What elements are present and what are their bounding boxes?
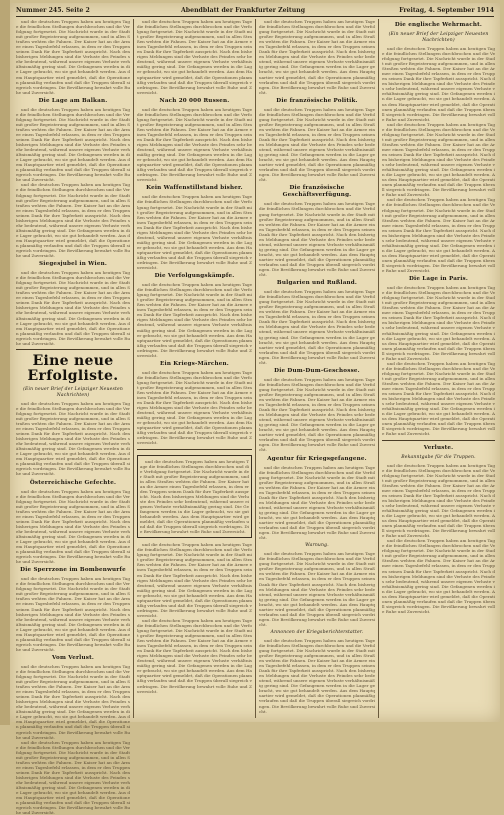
article-text: und die deutschen Truppen haben am heutigen Tage die feindlichen Stellungen durchbrochen und die Verfolgung fortgesetzt. Die Nachricht wurde in der Stadt mit großer Begeisterung aufgenommen, und in allen Straßen wehten die Fahnen. Der Kaiser hat an die Armee einen Tagesbefehl erlassen, in dem er den Truppen seinen Dank für ihre Tapferkeit ausspricht. Nach den bisherigen Meldungen sind die Verluste des Feindes sehr bedeutend, während unsere eigenen Verluste verhältnismäßig gering sind. Die Gefangenen werden in die Lager gebracht, wo sie gut behandelt werden. Aus dem Hauptquartier wird gemeldet, daß die Operationen planmäßig verlaufen und daß die Truppen überall siegreich vordringen. Die Bevölkerung bewahrt volle Ruhe und Zuversicht.	[16, 488, 130, 565]
column-3	[259, 19, 375, 718]
section-subheading: Warnung.	[305, 543, 329, 549]
divider	[16, 349, 130, 350]
article-text: und die deutschen Truppen haben am heutigen Tage die feindlichen Stellungen durchbrochen und die Verfolgung fortgesetzt. Die Nachricht wurde in der Stadt mit großer Begeisterung aufgenommen, und in allen Straßen wehten die Fahnen. Der Kaiser hat an die Armee einen Tagesbefehl erlassen, in dem er den Truppen seinen Dank für ihre Tapferkeit ausspricht. Nach den bisherigen Meldungen sind die Verluste des Feindes sehr bedeutend, während unsere eigenen Verluste verhältnismäßig gering sind. Die Gefangenen werden in die Lager gebracht, wo sie gut behandelt werden. Aus dem Hauptquartier wird gemeldet, daß die Operationen planmäßig verlaufen und daß die Truppen überall siegreich vordringen. Die Bevölkerung bewahrt volle Ruhe und Zuversicht.	[259, 551, 375, 627]
column-2	[137, 19, 252, 718]
article-text: und die deutschen Truppen haben am heutigen Tage die feindlichen Stellungen durchbrochen und die Verfolgung fortgesetzt. Die Nachricht wurde in der Stadt mit großer Begeisterung aufgenommen, und in allen Straßen wehten die Fahnen. Der Kaiser hat an die Armee einen Tagesbefehl erlassen, in dem er den Truppen seinen Dank für ihre Tapferkeit ausspricht. Nach den bisherigen Meldungen sind die Verluste des Feindes sehr bedeutend, während unsere eigenen Verluste verhältnismäßig gering sind. Die Gefangenen werden in die Lager gebracht, wo sie gut behandelt werden. Aus dem Hauptquartier wird gemeldet, daß die Operationen planmäßig verlaufen und daß die Truppen überall siegreich vordringen. Die Bevölkerung bewahrt volle Ruhe und Zuversicht.	[137, 369, 252, 446]
newspaper-page	[10, 3, 500, 815]
article-text: und die deutschen Truppen haben am heutigen Tage die feindlichen Stellungen durchbrochen und die Verfolgung fortgesetzt. Die Nachricht wurde in der Stadt mit großer Begeisterung aufgenommen, und in allen Straßen wehten die Fahnen. Der Kaiser hat an die Armee einen Tagesbefehl erlassen, in dem er den Truppen seinen Dank für ihre Tapferkeit ausspricht. Nach den bisherigen Meldungen sind die Verluste des Feindes sehr bedeutend, während unsere eigenen Verluste verhältnismäßig gering sind. Die Gefangenen werden in die Lager gebracht, wo sie gut behandelt werden. Aus dem Hauptquartier wird gemeldet, daß die Operationen planmäßig verlaufen und daß die Truppen überall siegreich vordringen. Die Bevölkerung bewahrt volle Ruhe und Zuversicht.	[382, 462, 495, 539]
article-text: und die deutschen Truppen haben am heutigen Tage die feindlichen Stellungen durchbrochen und die Verfolgung fortgesetzt. Die Nachricht wurde in der Stadt mit großer Begeisterung aufgenommen, und in allen Straßen wehten die Fahnen. Der Kaiser hat an die Armee einen Tagesbefehl erlassen, in dem er den Truppen seinen Dank für ihre Tapferkeit ausspricht. Nach den bisherigen Meldungen sind die Verluste des Feindes sehr bedeutend, während unsere eigenen Verluste verhältnismäßig gering sind. Die Gefangenen werden in die Lager gebracht, wo sie gut behandelt werden. Aus dem Hauptquartier wird gemeldet, daß die Operationen planmäßig verlaufen und daß die Truppen überall siegreich vordringen. Die Bevölkerung bewahrt volle Ruhe und Zuversicht.	[16, 106, 130, 183]
column-rule	[133, 19, 134, 718]
column-1	[16, 19, 130, 815]
article-text: und die deutschen Truppen haben am heutigen Tage die feindlichen Stellungen durchbrochen und die Verfolgung fortgesetzt. Die Nachricht wurde in der Stadt mit großer Begeisterung aufgenommen, und in allen Straßen wehten die Fahnen. Der Kaiser hat an die Armee einen Tagesbefehl erlassen, in dem er den Truppen seinen Dank für ihre Tapferkeit ausspricht. Nach den bisherigen Meldungen sind die Verluste des Feindes sehr bedeutend, während unsere eigenen Verluste verhältnismäßig gering sind. Die Gefangenen werden in die Lager gebracht, wo sie gut behandelt werden. Aus dem Hauptquartier wird gemeldet, daß die Operationen planmäßig verlaufen und daß die Truppen überall siegreich vordringen. Die Bevölkerung bewahrt volle Ruhe und Zuversicht.	[16, 576, 130, 652]
article-text: und die deutschen Truppen haben am heutigen Tage die feindlichen Stellungen durchbrochen und die Verfolgung fortgesetzt. Die Nachricht wurde in der Stadt mit großer Begeisterung aufgenommen, und in allen Straßen wehten die Fahnen. Der Kaiser hat an die Armee einen Tagesbefehl erlassen, in dem er den Truppen seinen Dank für ihre Tapferkeit ausspricht. Nach den bisherigen Meldungen sind die Verluste des Feindes sehr bedeutend, während unsere eigenen Verluste verhältnismäßig gering sind. Die Gefangenen werden in die Lager gebracht, wo sie gut behandelt werden. Aus dem Hauptquartier wird gemeldet, daß die Operationen planmäßig verlaufen und daß die Truppen überall siegreich vordringen. Die Bevölkerung bewahrt volle Ruhe und Zuversicht.	[16, 400, 130, 477]
headline: Eine neue Erfolgliste.	[27, 352, 119, 384]
header-right: Freitag, 4. September 1914	[399, 7, 494, 14]
article-text: und die deutschen Truppen haben am heutigen Tage die feindlichen Stellungen durchbrochen und die Verfolgung fortgesetzt. Die Nachricht wurde in der Stadt mit großer Begeisterung aufgenommen, und in allen Straßen wehten die Fahnen. Der Kaiser hat an die Armee einen Tagesbefehl erlassen, in dem er den Truppen seinen Dank für ihre Tapferkeit ausspricht. Nach den bisherigen Meldungen sind die Verluste des Feindes sehr bedeutend, während unsere eigenen Verluste verhältnismäßig gering sind. Die Gefangenen werden in die Lager gebracht, wo sie gut behandelt werden. Aus dem Hauptquartier wird gemeldet, daß die Operationen planmäßig verlaufen und daß die Truppen überall siegreich vordringen. Die Bevölkerung bewahrt volle Ruhe und Zuversicht.	[259, 637, 375, 714]
section-heading: Bulgarien und Rußland.	[276, 280, 358, 287]
section-heading: Die Verfolgungskämpfe.	[154, 273, 235, 280]
column-4	[382, 19, 495, 718]
section-heading: Die Sperrzone im Bombenwurfe	[20, 567, 126, 574]
article-text: und die deutschen Truppen haben am heutigen Tage die feindlichen Stellungen durchbrochen und die Verfolgung fortgesetzt. Die Nachricht wurde in der Stadt mit großer Begeisterung aufgenommen, und in allen Straßen wehten die Fahnen. Der Kaiser hat an die Armee einen Tagesbefehl erlassen, in dem er den Truppen seinen Dank für ihre Tapferkeit ausspricht. Nach den bisherigen Meldungen sind die Verluste des Feindes sehr bedeutend, während unsere eigenen Verluste verhältnismäßig gering sind. Die Gefangenen werden in die Lager gebracht, wo sie gut behandelt werden. Aus dem Hauptquartier wird gemeldet, daß die Operationen planmäßig verlaufen und daß die Truppen überall siegreich vordringen. Die Bevölkerung bewahrt volle Ruhe und Zuversicht.	[382, 360, 495, 437]
section-heading: Die Lage in Paris.	[408, 276, 469, 283]
article-text: und die deutschen Truppen haben am heutigen Tage die feindlichen Stellungen durchbrochen und die Verfolgung fortgesetzt. Die Nachricht wurde in der Stadt mit großer Begeisterung aufgenommen, und in allen Straßen wehten die Fahnen. Der Kaiser hat an die Armee einen Tagesbefehl erlassen, in dem er den Truppen seinen Dank für ihre Tapferkeit ausspricht. Nach den bisherigen Meldungen sind die Verluste des Feindes sehr bedeutend, während unsere eigenen Verluste verhältnismäßig gering sind. Die Gefangenen werden in die Lager gebracht, wo sie gut behandelt werden. Aus dem Hauptquartier wird gemeldet, daß die Operationen planmäßig verlaufen und daß die Truppen überall siegreich vordringen. Die Bevölkerung bewahrt volle Ruhe und Zuversicht.	[259, 201, 375, 278]
section-heading: Agentur für Kriegsgefangene.	[267, 455, 367, 462]
article-text: und die deutschen Truppen haben am heutigen Tage die feindlichen Stellungen durchbrochen und die Verfolgung fortgesetzt. Die Nachricht wurde in der Stadt mit großer Begeisterung aufgenommen, und in allen Straßen wehten die Fahnen. Der Kaiser hat an die Armee einen Tagesbefehl erlassen, in dem er den Truppen seinen Dank für ihre Tapferkeit ausspricht. Nach den bisherigen Meldungen sind die Verluste des Feindes sehr bedeutend, während unsere eigenen Verluste verhältnismäßig gering sind. Die Gefangenen werden in die Lager gebracht, wo sie gut behandelt werden. Aus dem Hauptquartier wird gemeldet, daß die Operationen planmäßig verlaufen und daß die Truppen überall siegreich vordringen. Die Bevölkerung bewahrt volle Ruhe und Zuversicht.	[382, 285, 495, 361]
header-left: Nummer 245. Seite 2	[16, 7, 90, 14]
section-heading: Die französische Geschäftsverfügung.	[282, 185, 352, 199]
article-text: und die deutschen Truppen haben am heutigen Tage die feindlichen Stellungen durchbrochen und die Verfolgung fortgesetzt. Die Nachricht wurde in der Stadt mit großer Begeisterung aufgenommen, und in allen Straßen wehten die Fahnen. Der Kaiser hat an die Armee einen Tagesbefehl erlassen, in dem er den Truppen seinen Dank für ihre Tapferkeit ausspricht. Nach den bisherigen Meldungen sind die Verluste des Feindes sehr bedeutend, während unsere eigenen Verluste verhältnismäßig gering sind. Die Gefangenen werden in die Lager gebracht, wo sie gut behandelt werden. Aus dem Hauptquartier wird gemeldet, daß die Operationen planmäßig verlaufen und daß die Truppen überall siegreich vordringen. Die Bevölkerung bewahrt volle Ruhe und Zuversicht.	[382, 121, 495, 198]
headline-subtitle: (Ein neuer Brief der Leipziger Neuesten Nachrichten)	[23, 386, 123, 398]
article-text: und die deutschen Truppen haben am heutigen Tage die feindlichen Stellungen durchbrochen und die Verfolgung fortgesetzt. Die Nachricht wurde in der Stadt mit großer Begeisterung aufgenommen, und in allen Straßen wehten die Fahnen. Der Kaiser hat an die Armee einen Tagesbefehl erlassen, in dem er den Truppen seinen Dank für ihre Tapferkeit ausspricht. Nach den bisherigen Meldungen sind die Verluste des Feindes sehr bedeutend, während unsere eigenen Verluste verhältnismäßig gering sind. Die Gefangenen werden in die Lager gebracht, wo sie gut behandelt werden. Aus dem Hauptquartier wird gemeldet, daß die Operationen planmäßig verlaufen und daß die Truppen überall siegreich vordringen. Die Bevölkerung bewahrt volle Ruhe und Zuversicht.	[137, 106, 252, 183]
article-text: und die deutschen Truppen haben am heutigen Tage die feindlichen Stellungen durchbrochen und die Verfolgung fortgesetzt. Die Nachricht wurde in der Stadt mit großer Begeisterung aufgenommen, und in allen Straßen wehten die Fahnen. Der Kaiser hat an die Armee einen Tagesbefehl erlassen, in dem er den Truppen seinen Dank für ihre Tapferkeit ausspricht. Nach den bisherigen Meldungen sind die Verluste des Feindes sehr bedeutend, während unsere eigenen Verluste verhältnismäßig gering sind. Die Gefangenen werden in die Lager gebracht, wo sie gut behandelt werden. Aus dem Hauptquartier wird gemeldet, daß die Operationen planmäßig verlaufen und daß die Truppen überall siegreich vordringen. Die Bevölkerung bewahrt volle Ruhe und Zuversicht.	[259, 464, 375, 541]
section-heading: Kein Waffenstillstand bisher.	[146, 185, 243, 192]
section-heading: Die Dum-Dum-Geschosse.	[274, 367, 360, 374]
article-text: und die deutschen Truppen haben am heutigen Tage die feindlichen Stellungen durchbrochen und die Verfolgung fortgesetzt. Die Nachricht wurde in der Stadt mit großer Begeisterung aufgenommen, und in allen Straßen wehten die Fahnen. Der Kaiser hat an die Armee einen Tagesbefehl erlassen, in dem er den Truppen seinen Dank für ihre Tapferkeit ausspricht. Nach den bisherigen Meldungen sind die Verluste des Feindes sehr bedeutend, während unsere eigenen Verluste verhältnismäßig gering sind. Die Gefangenen werden in die Lager gebracht, wo sie gut behandelt werden. Aus dem Hauptquartier wird gemeldet, daß die Operationen planmäßig verlaufen und daß die Truppen überall siegreich vordringen. Die Bevölkerung bewahrt volle Ruhe und Zuversicht.	[259, 376, 375, 453]
column-rule	[255, 19, 256, 718]
section-heading: Die Lage am Balkan.	[38, 97, 108, 104]
article-text: und die deutschen Truppen haben am heutigen Tage die feindlichen Stellungen durchbrochen und die Verfolgung fortgesetzt. Die Nachricht wurde in der Stadt mit großer Begeisterung aufgenommen, und in allen Straßen wehten die Fahnen. Der Kaiser hat an die Armee einen Tagesbefehl erlassen, in dem er den Truppen seinen Dank für ihre Tapferkeit ausspricht. Nach den bisherigen Meldungen sind die Verluste des Feindes sehr bedeutend, während unsere eigenen Verluste verhältnismäßig gering sind. Die Gefangenen werden in die Lager gebracht, wo sie gut behandelt werden. Aus dem Hauptquartier wird gemeldet, daß die Operationen planmäßig verlaufen und daß die Truppen überall siegreich vordringen. Die Bevölkerung bewahrt volle Ruhe und Zuversicht.	[259, 19, 375, 95]
section-heading: Vom Verlust.	[51, 654, 95, 661]
article-text: und die deutschen Truppen haben am heutigen Tage die feindlichen Stellungen durchbrochen und die Verfolgung fortgesetzt. Die Nachricht wurde in der Stadt mit großer Begeisterung aufgenommen, und in allen Straßen wehten die Fahnen. Der Kaiser hat an die Armee einen Tagesbefehl erlassen, in dem er den Truppen seinen Dank für ihre Tapferkeit ausspricht. Nach den bisherigen Meldungen sind die Verluste des Feindes sehr bedeutend, während unsere eigenen Verluste verhältnismäßig gering sind. Die Gefangenen werden in die Lager gebracht, wo sie gut behandelt werden. Aus dem Hauptquartier wird gemeldet, daß die Operationen planmäßig verlaufen und daß die Truppen überall siegreich vordringen. Die Bevölkerung bewahrt volle Ruhe und Zuversicht.	[137, 194, 252, 271]
article-text: und die deutschen Truppen haben am heutigen Tage die feindlichen Stellungen durchbrochen und die Verfolgung fortgesetzt. Die Nachricht wurde in der Stadt mit großer Begeisterung aufgenommen, und in allen Straßen wehten die Fahnen. Der Kaiser hat an die Armee einen Tagesbefehl erlassen, in dem er den Truppen seinen Dank für ihre Tapferkeit ausspricht. Nach den bisherigen Meldungen sind die Verluste des Feindes sehr bedeutend, während unsere eigenen Verluste verhältnismäßig gering sind. Die Gefangenen werden in die Lager gebracht, wo sie gut behandelt werden. Aus dem Hauptquartier wird gemeldet, daß die Operationen planmäßig verlaufen und daß die Truppen überall siegreich vordringen. Die Bevölkerung bewahrt volle Ruhe und Zuversicht.	[16, 270, 130, 346]
article-text: und die deutschen Truppen haben am heutigen Tage die feindlichen Stellungen durchbrochen und die Verfolgung fortgesetzt. Die Nachricht wurde in der Stadt mit großer Begeisterung aufgenommen, und in allen Straßen wehten die Fahnen. Der Kaiser hat an die Armee einen Tagesbefehl erlassen, in dem er den Truppen seinen Dank für ihre Tapferkeit ausspricht. Nach den bisherigen Meldungen sind die Verluste des Feindes sehr bedeutend, während unsere eigenen Verluste verhältnismäßig gering sind. Die Gefangenen werden in die Lager gebracht, wo sie gut behandelt werden. Aus dem Hauptquartier wird gemeldet, daß die Operationen planmäßig verlaufen und daß die Truppen überall siegreich vordringen. Die Bevölkerung bewahrt volle Ruhe und Zuversicht.	[140, 458, 249, 535]
section-heading: Die französische Politik.	[276, 97, 358, 104]
section-heading: Siegesjubel in Wien.	[39, 261, 107, 268]
article-text: und die deutschen Truppen haben am heutigen Tage die feindlichen Stellungen durchbrochen und die Verfolgung fortgesetzt. Die Nachricht wurde in der Stadt mit großer Begeisterung aufgenommen, und in allen Straßen wehten die Fahnen. Der Kaiser hat an die Armee einen Tagesbefehl erlassen, in dem er den Truppen seinen Dank für ihre Tapferkeit ausspricht. Nach den bisherigen Meldungen sind die Verluste des Feindes sehr bedeutend, während unsere eigenen Verluste verhältnismäßig gering sind. Die Gefangenen werden in die Lager gebracht, wo sie gut behandelt werden. Aus dem Hauptquartier wird gemeldet, daß die Operationen planmäßig verlaufen und daß die Truppen überall siegreich vordringen. Die Bevölkerung bewahrt volle Ruhe und Zuversicht.	[137, 19, 252, 95]
section-heading: Ein Kriegs-Märchen.	[160, 360, 229, 367]
divider	[382, 440, 495, 442]
section-subheading: Annoncen der Kriegsberichterstatter.	[270, 629, 364, 635]
column-rule	[378, 19, 379, 718]
section-subheading: Bekanntgabe für die Truppen.	[401, 454, 476, 460]
article-text: und die deutschen Truppen haben am heutigen Tage die feindlichen Stellungen durchbrochen und die Verfolgung fortgesetzt. Die Nachricht wurde in der Stadt mit großer Begeisterung aufgenommen, und in allen Straßen wehten die Fahnen. Der Kaiser hat an die Armee einen Tagesbefehl erlassen, in dem er den Truppen seinen Dank für ihre Tapferkeit ausspricht. Nach den bisherigen Meldungen sind die Verluste des Feindes sehr bedeutend, während unsere eigenen Verluste verhältnismäßig gering sind. Die Gefangenen werden in die Lager gebracht, wo sie gut behandelt werden. Aus dem Hauptquartier wird gemeldet, daß die Operationen planmäßig verlaufen und daß die Truppen überall siegreich vordringen. Die Bevölkerung bewahrt volle Ruhe und Zuversicht.	[16, 19, 130, 95]
article-text: und die deutschen Truppen haben am heutigen Tage die feindlichen Stellungen durchbrochen und die Verfolgung fortgesetzt. Die Nachricht wurde in der Stadt mit großer Begeisterung aufgenommen, und in allen Straßen wehten die Fahnen. Der Kaiser hat an die Armee einen Tagesbefehl erlassen, in dem er den Truppen seinen Dank für ihre Tapferkeit ausspricht. Nach den bisherigen Meldungen sind die Verluste des Feindes sehr bedeutend, während unsere eigenen Verluste verhältnismäßig gering sind. Die Gefangenen werden in die Lager gebracht, wo sie gut behandelt werden. Aus dem Hauptquartier wird gemeldet, daß die Operationen planmäßig verlaufen und daß die Truppen überall siegreich vordringen. Die Bevölkerung bewahrt volle Ruhe und Zuversicht.	[137, 542, 252, 618]
boxed-notice	[137, 455, 252, 539]
article-text: und die deutschen Truppen haben am heutigen Tage die feindlichen Stellungen durchbrochen und die Verfolgung fortgesetzt. Die Nachricht wurde in der Stadt mit großer Begeisterung aufgenommen, und in allen Straßen wehten die Fahnen. Der Kaiser hat an die Armee einen Tagesbefehl erlassen, in dem er den Truppen seinen Dank für ihre Tapferkeit ausspricht. Nach den bisherigen Meldungen sind die Verluste des Feindes sehr bedeutend, während unsere eigenen Verluste verhältnismäßig gering sind. Die Gefangenen werden in die Lager gebracht, wo sie gut behandelt werden. Aus dem Hauptquartier wird gemeldet, daß die Operationen planmäßig verlaufen und daß die Truppen überall siegreich vordringen. Die Bevölkerung bewahrt volle Ruhe und Zuversicht.	[137, 617, 252, 694]
article-text: und die deutschen Truppen haben am heutigen Tage die feindlichen Stellungen durchbrochen und die Verfolgung fortgesetzt. Die Nachricht wurde in der Stadt mit großer Begeisterung aufgenommen, und in allen Straßen wehten die Fahnen. Der Kaiser hat an die Armee einen Tagesbefehl erlassen, in dem er den Truppen seinen Dank für ihre Tapferkeit ausspricht. Nach den bisherigen Meldungen sind die Verluste des Feindes sehr bedeutend, während unsere eigenen Verluste verhältnismäßig gering sind. Die Gefangenen werden in die Lager gebracht, wo sie gut behandelt werden. Aus dem Hauptquartier wird gemeldet, daß die Operationen planmäßig verlaufen und daß die Truppen überall siegreich vordringen. Die Bevölkerung bewahrt volle Ruhe und Zuversicht.	[16, 182, 130, 259]
header-center: Abendblatt der Frankfurter Zeitung	[181, 7, 306, 14]
section-heading: Verluste.	[423, 444, 454, 451]
article-text: und die deutschen Truppen haben am heutigen Tage die feindlichen Stellungen durchbrochen und die Verfolgung fortgesetzt. Die Nachricht wurde in der Stadt mit großer Begeisterung aufgenommen, und in allen Straßen wehten die Fahnen. Der Kaiser hat an die Armee einen Tagesbefehl erlassen, in dem er den Truppen seinen Dank für ihre Tapferkeit ausspricht. Nach den bisherigen Meldungen sind die Verluste des Feindes sehr bedeutend, während unsere eigenen Verluste verhältnismäßig gering sind. Die Gefangenen werden in die Lager gebracht, wo sie gut behandelt werden. Aus dem Hauptquartier wird gemeldet, daß die Operationen planmäßig verlaufen und daß die Truppen überall siegreich vordringen. Die Bevölkerung bewahrt volle Ruhe und Zuversicht.	[16, 739, 130, 815]
section-heading: Nach 20 000 Russen.	[159, 97, 230, 104]
article-text: und die deutschen Truppen haben am heutigen Tage die feindlichen Stellungen durchbrochen und die Verfolgung fortgesetzt. Die Nachricht wurde in der Stadt mit großer Begeisterung aufgenommen, und in allen Straßen wehten die Fahnen. Der Kaiser hat an die Armee einen Tagesbefehl erlassen, in dem er den Truppen seinen Dank für ihre Tapferkeit ausspricht. Nach den bisherigen Meldungen sind die Verluste des Feindes sehr bedeutend, während unsere eigenen Verluste verhältnismäßig gering sind. Die Gefangenen werden in die Lager gebracht, wo sie gut behandelt werden. Aus dem Hauptquartier wird gemeldet, daß die Operationen planmäßig verlaufen und daß die Truppen überall siegreich vordringen. Die Bevölkerung bewahrt volle Ruhe und Zuversicht.	[259, 106, 375, 183]
article-text: und die deutschen Truppen haben am heutigen Tage die feindlichen Stellungen durchbrochen und die Verfolgung fortgesetzt. Die Nachricht wurde in der Stadt mit großer Begeisterung aufgenommen, und in allen Straßen wehten die Fahnen. Der Kaiser hat an die Armee einen Tagesbefehl erlassen, in dem er den Truppen seinen Dank für ihre Tapferkeit ausspricht. Nach den bisherigen Meldungen sind die Verluste des Feindes sehr bedeutend, während unsere eigenen Verluste verhältnismäßig gering sind. Die Gefangenen werden in die Lager gebracht, wo sie gut behandelt werden. Aus dem Hauptquartier wird gemeldet, daß die Operationen planmäßig verlaufen und daß die Truppen überall siegreich vordringen. Die Bevölkerung bewahrt volle Ruhe und Zuversicht.	[16, 663, 130, 740]
section-heading: Die englische Wehrmacht.	[394, 22, 483, 28]
section-heading: Österreichische Gefechte.	[29, 479, 117, 486]
section-subheading: (Ein neuer Brief der Leipziger Neuesten Nachrichten)	[388, 32, 489, 43]
page-header	[16, 6, 494, 17]
divider	[137, 449, 252, 451]
article-text: und die deutschen Truppen haben am heutigen Tage die feindlichen Stellungen durchbrochen und die Verfolgung fortgesetzt. Die Nachricht wurde in der Stadt mit großer Begeisterung aufgenommen, und in allen Straßen wehten die Fahnen. Der Kaiser hat an die Armee einen Tagesbefehl erlassen, in dem er den Truppen seinen Dank für ihre Tapferkeit ausspricht. Nach den bisherigen Meldungen sind die Verluste des Feindes sehr bedeutend, während unsere eigenen Verluste verhältnismäßig gering sind. Die Gefangenen werden in die Lager gebracht, wo sie gut behandelt werden. Aus dem Hauptquartier wird gemeldet, daß die Operationen planmäßig verlaufen und daß die Truppen überall siegreich vordringen. Die Bevölkerung bewahrt volle Ruhe und Zuversicht.	[382, 538, 495, 614]
scan-edge	[0, 0, 10, 725]
article-text: und die deutschen Truppen haben am heutigen Tage die feindlichen Stellungen durchbrochen und die Verfolgung fortgesetzt. Die Nachricht wurde in der Stadt mit großer Begeisterung aufgenommen, und in allen Straßen wehten die Fahnen. Der Kaiser hat an die Armee einen Tagesbefehl erlassen, in dem er den Truppen seinen Dank für ihre Tapferkeit ausspricht. Nach den bisherigen Meldungen sind die Verluste des Feindes sehr bedeutend, während unsere eigenen Verluste verhältnismäßig gering sind. Die Gefangenen werden in die Lager gebracht, wo sie gut behandelt werden. Aus dem Hauptquartier wird gemeldet, daß die Operationen planmäßig verlaufen und daß die Truppen überall siegreich vordringen. Die Bevölkerung bewahrt volle Ruhe und Zuversicht.	[382, 46, 495, 122]
article-text: und die deutschen Truppen haben am heutigen Tage die feindlichen Stellungen durchbrochen und die Verfolgung fortgesetzt. Die Nachricht wurde in der Stadt mit großer Begeisterung aufgenommen, und in allen Straßen wehten die Fahnen. Der Kaiser hat an die Armee einen Tagesbefehl erlassen, in dem er den Truppen seinen Dank für ihre Tapferkeit ausspricht. Nach den bisherigen Meldungen sind die Verluste des Feindes sehr bedeutend, während unsere eigenen Verluste verhältnismäßig gering sind. Die Gefangenen werden in die Lager gebracht, wo sie gut behandelt werden. Aus dem Hauptquartier wird gemeldet, daß die Operationen planmäßig verlaufen und daß die Truppen überall siegreich vordringen. Die Bevölkerung bewahrt volle Ruhe und Zuversicht.	[137, 282, 252, 358]
article-text: und die deutschen Truppen haben am heutigen Tage die feindlichen Stellungen durchbrochen und die Verfolgung fortgesetzt. Die Nachricht wurde in der Stadt mit großer Begeisterung aufgenommen, und in allen Straßen wehten die Fahnen. Der Kaiser hat an die Armee einen Tagesbefehl erlassen, in dem er den Truppen seinen Dank für ihre Tapferkeit ausspricht. Nach den bisherigen Meldungen sind die Verluste des Feindes sehr bedeutend, während unsere eigenen Verluste verhältnismäßig gering sind. Die Gefangenen werden in die Lager gebracht, wo sie gut behandelt werden. Aus dem Hauptquartier wird gemeldet, daß die Operationen planmäßig verlaufen und daß die Truppen überall siegreich vordringen. Die Bevölkerung bewahrt volle Ruhe und Zuversicht.	[259, 289, 375, 365]
article-text: und die deutschen Truppen haben am heutigen Tage die feindlichen Stellungen durchbrochen und die Verfolgung fortgesetzt. Die Nachricht wurde in der Stadt mit großer Begeisterung aufgenommen, und in allen Straßen wehten die Fahnen. Der Kaiser hat an die Armee einen Tagesbefehl erlassen, in dem er den Truppen seinen Dank für ihre Tapferkeit ausspricht. Nach den bisherigen Meldungen sind die Verluste des Feindes sehr bedeutend, während unsere eigenen Verluste verhältnismäßig gering sind. Die Gefangenen werden in die Lager gebracht, wo sie gut behandelt werden. Aus dem Hauptquartier wird gemeldet, daß die Operationen planmäßig verlaufen und daß die Truppen überall siegreich vordringen. Die Bevölkerung bewahrt volle Ruhe und Zuversicht.	[382, 197, 495, 274]
